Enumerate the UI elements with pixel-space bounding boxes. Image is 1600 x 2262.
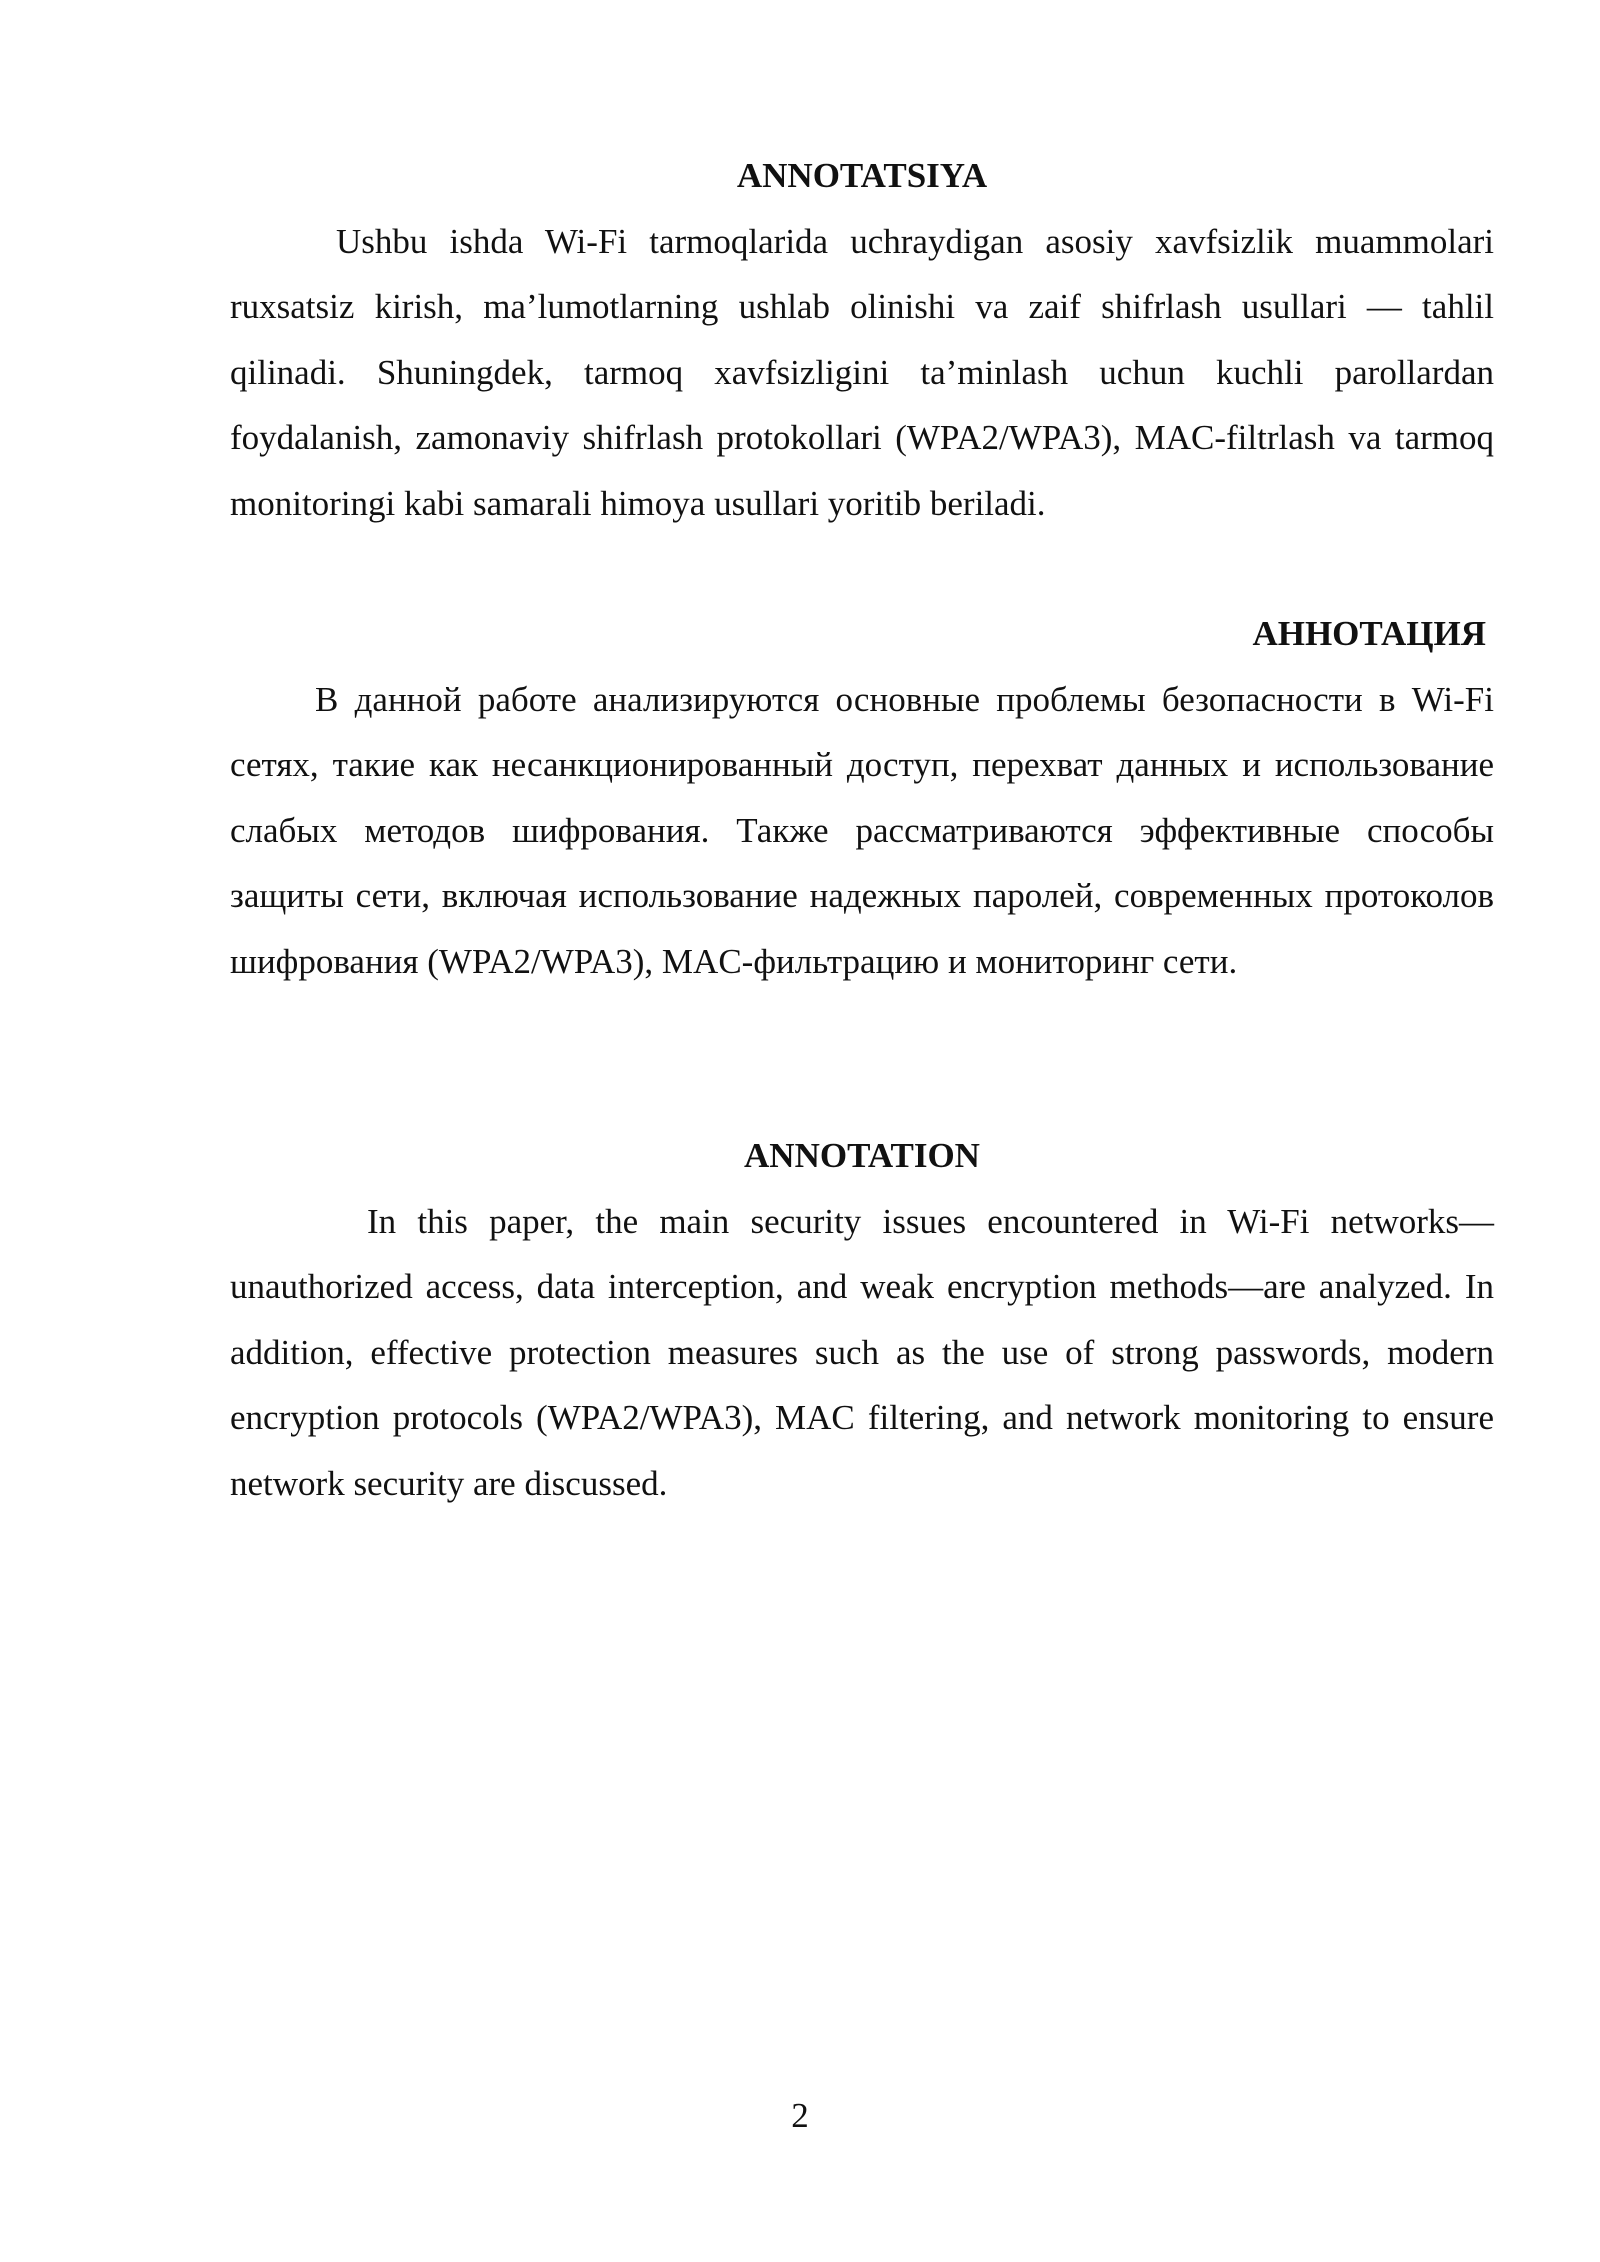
page-number: 2: [791, 2096, 809, 2135]
annotation-uzbek-heading: ANNOTATSIYA: [736, 156, 988, 195]
annotation-russian-body: В данной работе анализируются основные проблемы безопасности в Wi-Fi сетях, такие как несанкционированный доступ, перехват данных и использование слабых методов шифрования. Также рассматриваются эффективные способы защиты сети, включая использование надежных паролей, современных протоколов шифрования (WPA2/WPA3), MAC-фильтрацию и мониторинг сети.: [230, 680, 1494, 981]
annotation-uzbek-body: Ushbu ishda Wi-Fi tarmoqlarida uchraydigan asosiy xavfsizlik muammolari ruxsatsiz kirish, ma’lumotlarning ushlab olinishi va zaif shifrlash usullari — tahlil qilinadi. Shuningdek, tarmoq xavfsizligini ta’minlash uchun kuchli parollardan foydalanish, zamonaviy shifrlash protokollari (WPA2/WPA3), MAC-filtrlash va tarmoq monitoringi kabi samarali himoya usullari yoritib beriladi.: [230, 222, 1494, 523]
annotation-russian-heading: АННОТАЦИЯ: [1252, 614, 1486, 653]
annotation-english-body: In this paper, the main security issues encountered in Wi-Fi networks—unauthorized access, data interception, and weak encryption methods—are analyzed. In addition, effective protection measures such as the use of strong passwords, modern encryption protocols (WPA2/WPA3), MAC filtering, and network monitoring to ensure network security are discussed.: [230, 1202, 1494, 1503]
annotation-russian-section: [230, 614, 1494, 994]
annotation-uzbek-section: [230, 156, 1494, 536]
annotation-english-heading: ANNOTATION: [744, 1136, 980, 1175]
annotation-english-section: [230, 1136, 1494, 1516]
